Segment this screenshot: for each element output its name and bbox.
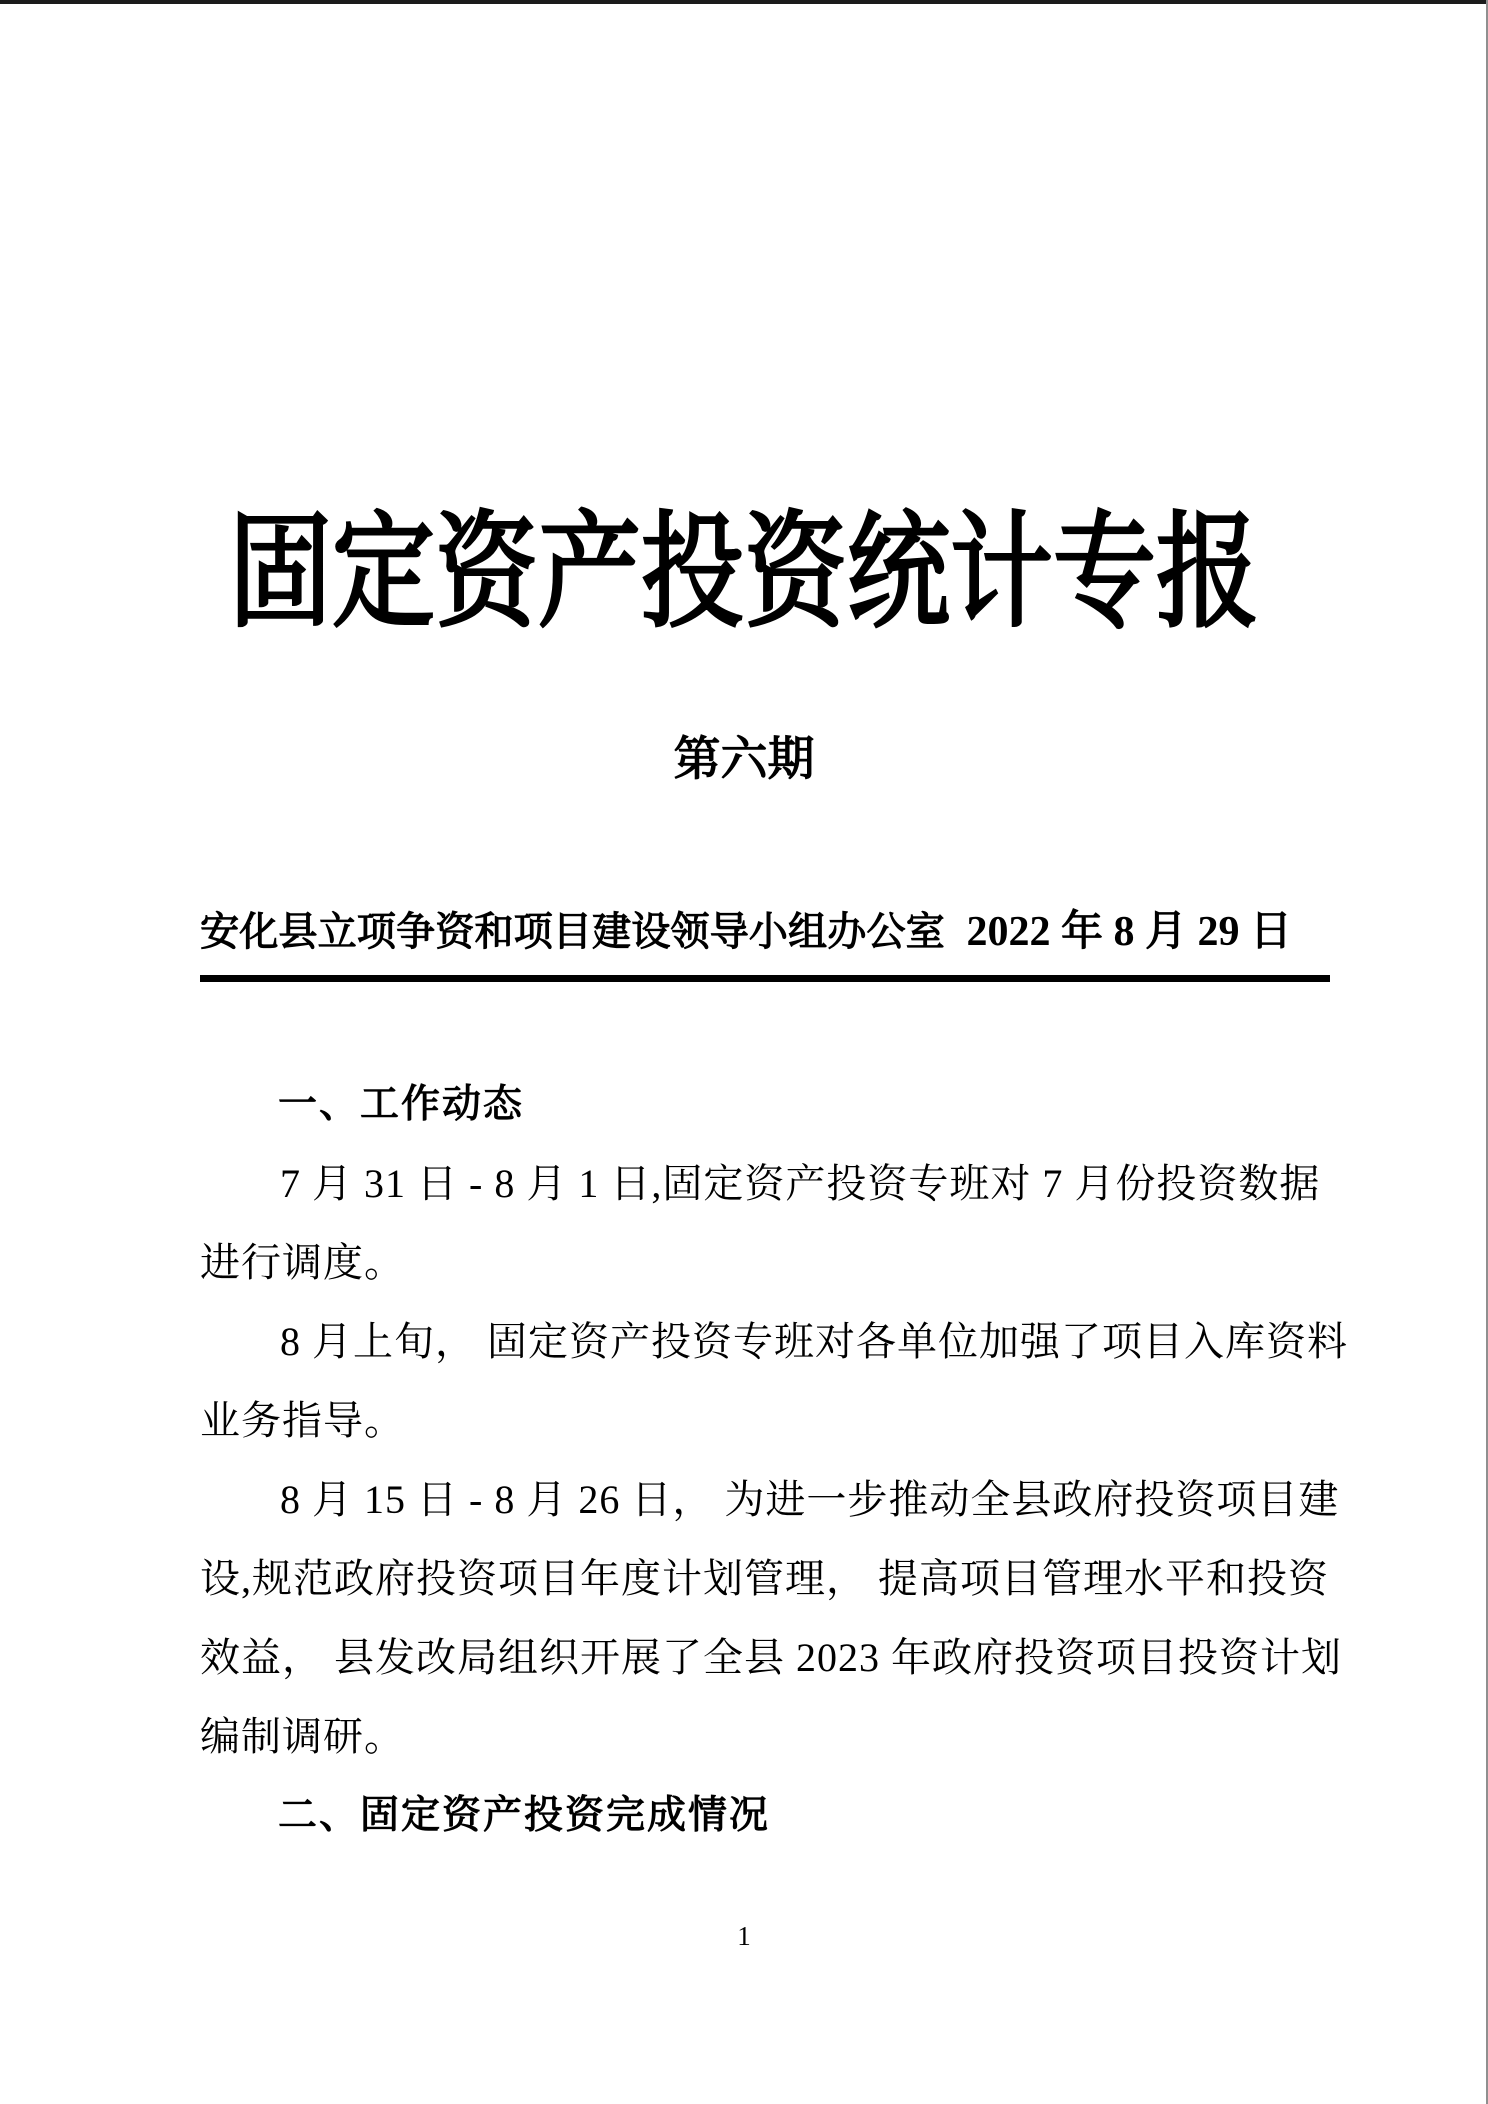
- issuing-organization: 安化县立项争资和项目建设领导小组办公室: [200, 909, 945, 954]
- body-line: 进行调度。: [200, 1240, 405, 1285]
- body-line: 8 月上旬， 固定资产投资专班对各单位加强了项目入库资料: [280, 1319, 1348, 1364]
- body-line: 效益， 县发改局组织开展了全县 2023 年政府投资项目投资计划: [200, 1635, 1342, 1680]
- body-line: 8 月 15 日 - 8 月 26 日， 为进一步推动全县政府投资项目建: [280, 1477, 1340, 1522]
- section-heading-2: 二、固定资产投资完成情况: [278, 1794, 771, 1837]
- document-title: 固定资产投资统计专报: [229, 504, 1259, 644]
- section-heading-1: 一、工作动态: [278, 1083, 525, 1126]
- body-line: 7 月 31 日 - 8 月 1 日,固定资产投资专班对 7 月份投资数据: [280, 1161, 1321, 1206]
- body-line: 设,规范政府投资项目年度计划管理， 提高项目管理水平和投资: [200, 1556, 1329, 1601]
- document-body: [200, 1065, 1348, 1855]
- screenshot-top-border: [0, 0, 1488, 4]
- issue-date: 2022 年 8 月 29 日: [966, 909, 1292, 955]
- issue-number: 第六期: [673, 734, 815, 786]
- body-line: 业务指导。: [200, 1398, 405, 1443]
- page-number: 1: [737, 1921, 751, 1951]
- byline: [200, 910, 1320, 954]
- body-line: 编制调研。: [200, 1714, 405, 1759]
- header-divider: [200, 975, 1330, 982]
